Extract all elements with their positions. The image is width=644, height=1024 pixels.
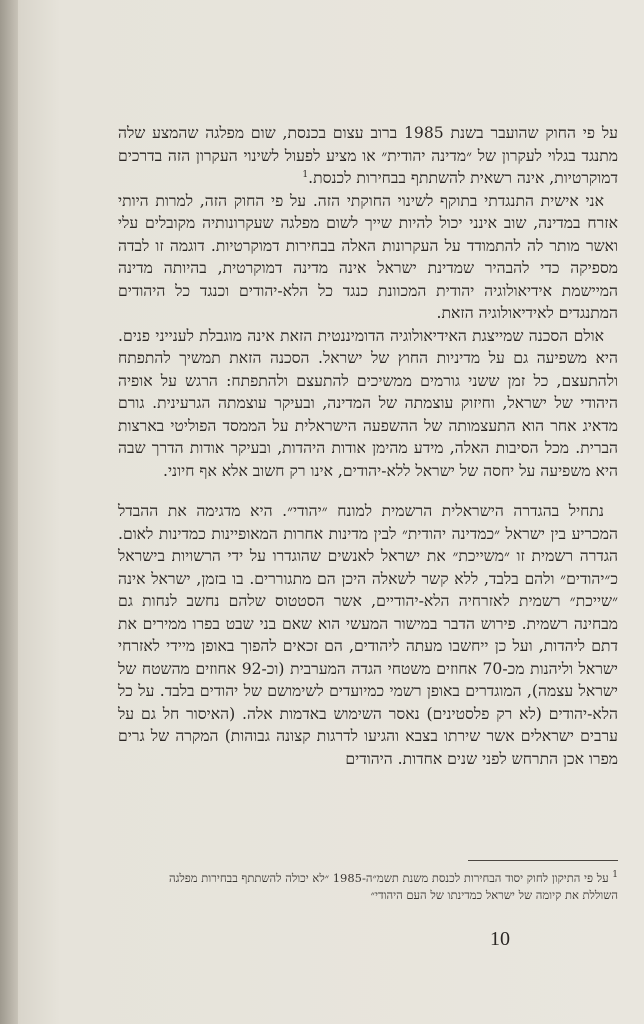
page-number: 10 [490, 928, 510, 950]
paragraph-1 [118, 122, 618, 190]
main-text [118, 122, 618, 770]
footnote-divider [468, 860, 618, 861]
footnote-text: על פי התיקון לחוק יסוד הבחירות לכנסת משנת תשמ״ה-1985 ״לא יכולה להשתתף בבחירות מפלגה השוללת את קיומה של ישראל כמדינתו של העם היהודי״ [168, 871, 618, 902]
section-break [118, 482, 618, 500]
paragraph-3: אולם הסכנה שמייצגת האידיאולוגיה הדומיננטית הזאת אינה מוגבלת לענייני פנים. היא משפיעה גם על מדיניות החוץ של ישראל. הסכנה הזאת תמשיך להתפתח ולהתעצם, כל זמן ששני גורמים ממשיכים להתעצם ולהתפתח: הרגש על אופיה היהודי של ישראל, וחיזוק עוצמתה של המדינה, ובעיקר עוצמתה הגרעינית. גורם מדאיג אחר הוא התעצמותה של ההשפעה הישראלית על הממסד הפוליטי בארצות הברית. מכל הסיבות האלה, מידע מהימן אודות היהדות, ובעיקר אודות הדרך שבה היא משפיעה על יחסה של ישראל ללא-יהודים, אינו רק חשוב אלא אף חיוני. [118, 326, 618, 480]
footnote [130, 870, 618, 904]
book-spine-shadow [0, 0, 18, 1024]
footnote-marker: 1 [612, 870, 618, 881]
paragraph-1-text: על פי החוק שהועבר בשנת 1985 ברוב עצום בכנסת, שום מפלגה שהמצע שלה מתנגד בגלוי לעקרון של ״מדינה יהודית״ או מציע לפעול לשינוי העקרון הזה בדרכים דמוקרטיות, אינה רשאית להשתתף בבחירות לכנסת. [118, 124, 618, 187]
footnote-reference: 1 [302, 169, 309, 180]
paragraph-2: אני אישית התנגדתי בתוקף לשינוי החוקתי הזה. על פי החוק הזה, למרות היותי אזרח במדינה, שוב אינני יכול להיות שייך לשום מפלגה שעקרונותיה מקובלים עלי ואשר מותר לה להתמודד על העקרונות האלה בבחירות דמוקרטיות. דוגמה זו לבדה מספיקה כדי להבהיר שמדינת ישראל אינה מדינה דמוקרטית, בהיותה מדינה המיישמת אידיאולוגיה יהודית המכוונת כנגד כל הלא-יהודים וכנגד כל היהודים המתנגדים לאידיאולוגיה הזאת. [118, 191, 618, 322]
paragraph-4: נתחיל בהגדרה הישראלית הרשמית למונח ״יהודי״. היא מדגימה את ההבדל המכריע בין ישראל ״כמדינה יהודית״ לבין מדינות אחרות המאופיינות כמדינות לאום. הגדרה רשמית זו ״משייכת״ את ישראל לאנשים שהוגדרו על ידי הרשויות בישראל כ״יהודים״ ולהם בלבד, ללא קשר לשאלה היכן הם מתגוררים. בו בזמן, ישראל אינה ״שייכת״ רשמית לאזרחיה הלא-יהודיים, אשר הסטטוס שלהם נחשב לנחות גם מבחינה רשמית. פירוש הדבר במישור המעשי הוא שאם בני שבט בפרו ממירים את דתם ליהדות, ועל כן ייחשבו מעתה ליהודים, הם זכאים להפוך באופן מיידי לאזרחי ישראל וליהנות מכ-70 אחוזים משטחי הגדה המערבית (וכ-92 אחוזים מהשטח של ישראל עצמה), המוגדרים באופן רשמי כמיועדים לשימושם של יהודים בלבד. על כל הלא-יהודים (לא רק פלסטינים) נאסר השימוש באדמות אלה. (האיסור חל גם על ערבים ישראלים אשר שירתו בצבא והגיעו לדרגות קצונה גבוהות) המקרה של גרים מפרו אכן התרחש לפני שנים אחדות. היהודים [118, 502, 618, 768]
